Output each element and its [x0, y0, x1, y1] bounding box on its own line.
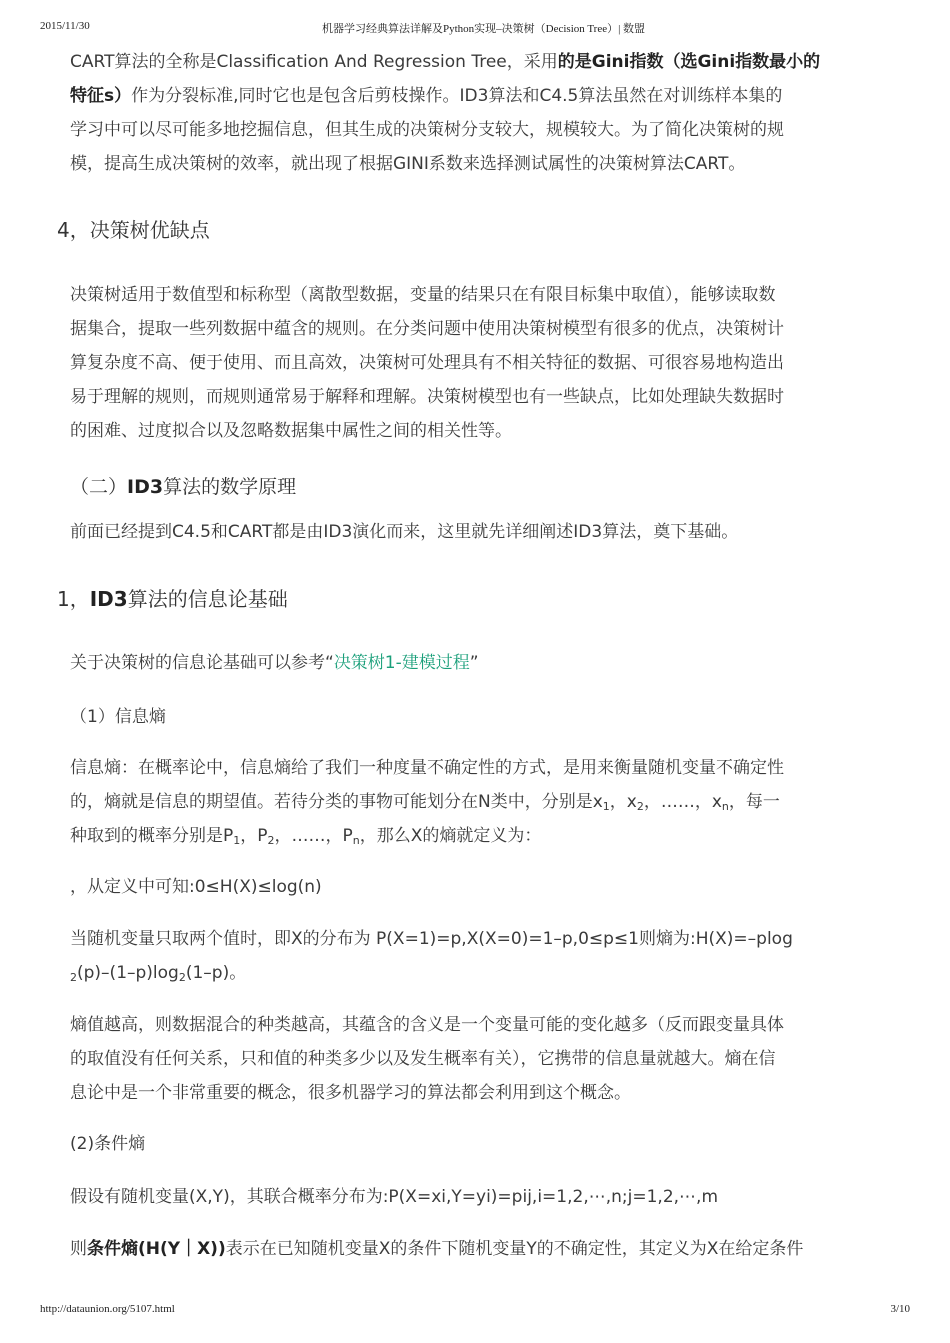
section-4-paragraph — [70, 278, 880, 448]
part2-title-prefix: （二） — [70, 476, 128, 498]
conditional-entropy-definition — [70, 1232, 880, 1266]
binary-line-1 — [70, 922, 880, 956]
page-footer-number: 3/10 — [890, 1303, 910, 1315]
entropy-line-3c: ，……，P — [274, 826, 353, 846]
part-2-heading — [70, 472, 296, 502]
cart-line-1b-bold: 的是Gini指数（选Gini指数最小的 — [557, 52, 821, 72]
entropy-definition: ，从定义中可知:0≤H(X)≤log(n) — [70, 877, 322, 897]
part2-title-id3: ID3 — [127, 476, 164, 498]
cart-line-2a-bold: 特征s） — [70, 86, 132, 106]
entropy-line-1: 信息熵：在概率论中，信息熵给了我们一种度量不确定性的方式，是用来衡量随机变量不确定性 — [70, 758, 784, 778]
cart-line-3: 学习中可以尽可能多地挖掘信息，但其生成的决策树分支较大，规模较大。为了简化决策树的规 — [70, 120, 784, 140]
conditional-entropy-heading: (2)条件熵 — [70, 1134, 146, 1154]
sec1-title-id3: ID3 — [89, 587, 128, 611]
page-footer-url[interactable]: http://dataunion.org/5107.html — [40, 1303, 175, 1315]
cond-def-suffix: 表示在已知随机变量X的条件下随机变量Y的不确定性，其定义为X在给定条件 — [225, 1239, 804, 1259]
entropy-line-3a: 种取到的概率分别是P — [70, 826, 234, 846]
subscript: 1 — [233, 834, 241, 847]
meaning-line-2: 的取值没有任何关系，只和值的种类多少以及发生概率有关），它携带的信息量就越大。熵在信 — [70, 1049, 776, 1069]
entropy-heading: （1）信息熵 — [70, 707, 166, 727]
entropy-line-2c: ，……，x — [643, 792, 722, 812]
cart-line-4: 模，提高生成决策树的效率，就出现了根据GINI系数来选择测试属性的决策树算法CART。 — [70, 154, 746, 174]
cond-def-bold: 条件熵(H(Y｜X)) — [87, 1239, 226, 1259]
sec4-line-2: 据集合，提取一些列数据中蕴含的规则。在分类问题中使用决策树模型有很多的优点，决策树计 — [70, 319, 784, 339]
entropy-line-2d: ，每一 — [728, 792, 780, 812]
entropy-line-2a: 的，熵就是信息的期望值。若待分类的事物可能划分在N类中，分别是x — [70, 792, 603, 812]
entropy-line-2b: ，x — [609, 792, 637, 812]
entropy-meaning-paragraph — [70, 1008, 880, 1110]
binary-line-2a: (p)–(1–p)log — [77, 963, 179, 983]
part2-intro-line: 前面已经提到C4.5和CART都是由ID3演化而来，这里就先详细阐述ID3算法，奠下基础。 — [70, 522, 739, 542]
reference-text: 关于决策树的信息论基础可以参考“ — [70, 653, 334, 673]
binary-line-2b: (1–p)。 — [185, 963, 247, 983]
joint-distribution-line: 假设有随机变量(X,Y)，其联合概率分布为:P(X=xi,Y=yi)=pij,i=1,2,⋯,n;j=1,2,⋯,m — [70, 1187, 718, 1207]
page-header-date: 2015/11/30 — [40, 20, 90, 32]
subscript: 2 — [178, 971, 186, 984]
subscript: 2 — [636, 800, 644, 813]
subscript: 2 — [267, 834, 275, 847]
subscript: n — [352, 834, 360, 847]
reference-line — [70, 646, 880, 680]
meaning-line-1: 熵值越高，则数据混合的种类越高，其蕴含的含义是一个变量可能的变化越多（反而跟变量具体 — [70, 1015, 784, 1035]
sec4-line-5: 的困难、过度拟合以及忽略数据集中属性之间的相关性等。 — [70, 421, 512, 441]
part-2-intro — [70, 515, 880, 549]
decision-tree-link[interactable]: 决策树1-建模过程 — [333, 653, 470, 673]
binary-entropy-paragraph — [70, 922, 880, 990]
sec1-title-prefix: 1， — [57, 587, 90, 611]
sec4-line-4: 易于理解的规则，而规则通常易于解释和理解。决策树模型也有一些缺点，比如处理缺失数据时 — [70, 387, 784, 407]
reference-close-quote: ” — [469, 653, 479, 673]
entropy-line-3b: ，P — [240, 826, 268, 846]
cart-line-1a: CART算法的全称是Classification And Regression Tree，采用 — [70, 52, 558, 72]
section-4-heading: 4，决策树优缺点 — [57, 218, 210, 242]
binary-line-2 — [70, 956, 880, 990]
entropy-line-3d: ，那么X的熵就定义为： — [359, 826, 542, 846]
page-header-title: 机器学习经典算法详解及Python实现–决策树（Decision Tree）| 数盟 — [322, 23, 646, 35]
sec1-title-suffix: 算法的信息论基础 — [127, 587, 288, 611]
binary-line-1-text: 当随机变量只取两个值时，即X的分布为 P(X=1)=p,X(X=0)=1–p,0≤p≤1则熵为:H(X)=–plog — [70, 929, 793, 949]
section-1-heading — [57, 584, 288, 614]
cond-def-prefix: 则 — [70, 1239, 87, 1259]
meaning-line-3: 息论中是一个非常重要的概念，很多机器学习的算法都会利用到这个概念。 — [70, 1083, 631, 1103]
subscript: 2 — [70, 971, 77, 984]
sec4-line-1: 决策树适用于数值型和标称型（离散型数据，变量的结果只在有限目标集中取值），能够读取数 — [70, 285, 776, 305]
entropy-paragraph — [70, 751, 880, 853]
sec4-line-3: 算复杂度不高、便于使用、而且高效，决策树可处理具有不相关特征的数据、可很容易地构造出 — [70, 353, 784, 373]
subscript: n — [721, 800, 729, 813]
part2-title-suffix: 算法的数学原理 — [163, 476, 297, 498]
subscript: 1 — [602, 800, 610, 813]
cart-line-2b: 作为分裂标准,同时它也是包含后剪枝操作。ID3算法和C4.5算法虽然在对训练样本集的 — [131, 86, 783, 106]
cart-paragraph — [70, 45, 880, 181]
